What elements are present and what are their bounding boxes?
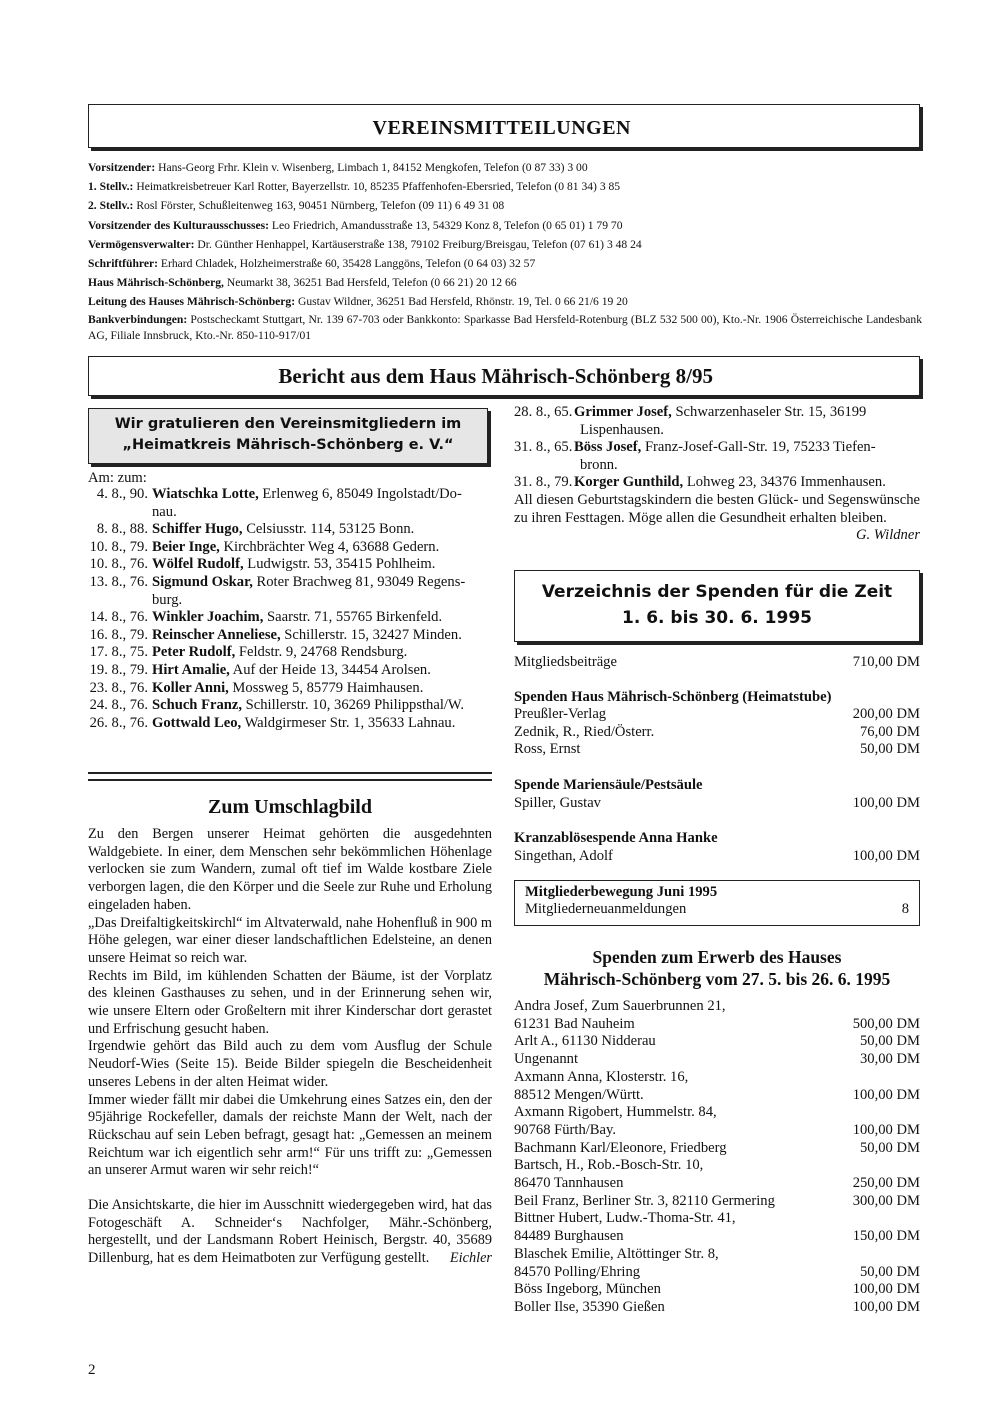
donor-name: Preußler-Verlag xyxy=(514,706,607,723)
gratulation-box xyxy=(88,408,488,464)
donation-amount: 100,00 DM xyxy=(852,1281,920,1298)
birthday-name: Böss Josef, xyxy=(574,439,642,456)
birthday-entry xyxy=(88,609,492,627)
donation-amount: 50,00 DM xyxy=(860,1139,920,1156)
haus-spenden-list xyxy=(514,706,920,759)
donor-name: Zednik, R., Ried/Österr. xyxy=(514,723,655,740)
birthday-address: Waldgirmeser Str. 1, 35633 Lahnau. xyxy=(241,714,456,731)
vereinsmitteilungen-header xyxy=(88,104,920,148)
officer-text: Dr. Günther Henhappel, Kartäuserstraße 138, 79102 Freiburg/Breisgau, Telefon (07 61) 3 48 24 xyxy=(194,237,642,251)
birthday-entry xyxy=(88,715,492,733)
donation-amount: 30,00 DM xyxy=(860,1051,920,1068)
erwerb-spende-row xyxy=(514,1087,920,1105)
officer-label: Haus Mährisch-Schönberg, xyxy=(88,276,224,290)
officer-row xyxy=(88,177,922,196)
officer-label: 2. Stellv.: xyxy=(88,199,134,213)
birthday-name: Grimmer Josef, xyxy=(574,404,672,420)
bank-label: Bankverbindungen: xyxy=(88,312,188,326)
erwerb-spende-row xyxy=(514,1281,920,1299)
officer-row xyxy=(88,292,922,311)
erwerb-spende-row xyxy=(514,1210,920,1228)
erwerb-spende-row xyxy=(514,1299,920,1317)
umschlag-signature: Eichler xyxy=(449,1250,492,1267)
birthday-text xyxy=(152,662,492,680)
bank-details xyxy=(88,312,922,344)
birthday-date: 8. 8., 88. xyxy=(96,521,148,538)
erwerb-spende-row xyxy=(514,1264,920,1282)
mitgliederbewegung-title: Mitgliederbewegung Juni 1995 xyxy=(525,884,718,900)
officer-text: Heimatkreisbetreuer Karl Rotter, Bayerzellstr. 10, 85235 Pfaffenhofen-Ebersried, Telefon (0 81 34) 3 85 xyxy=(133,180,621,194)
verzeichnis-line2: 1. 6. bis 30. 6. 1995 xyxy=(622,608,812,628)
birthday-date: 10. 8., 76. xyxy=(89,556,148,573)
birthday-date: 14. 8., 76. xyxy=(89,609,148,626)
haus-spende-row xyxy=(514,706,920,724)
birthday-date: 24. 8., 76. xyxy=(89,697,148,714)
donation-amount: 150,00 DM xyxy=(852,1228,920,1245)
erwerb-spende-row xyxy=(514,1193,920,1211)
birthday-date: 23. 8., 76. xyxy=(89,679,148,696)
erwerb-spende-row xyxy=(514,1175,920,1193)
birthday-date: 10. 8., 79. xyxy=(89,538,148,555)
donation-amount: 50,00 DM xyxy=(860,741,920,758)
birthday-date: 31. 8., 79. xyxy=(514,474,573,491)
umschlag-title: Zum Umschlagbild xyxy=(208,796,372,818)
birthday-address: Franz-Josef-Gall-Str. 19, 75233 Tiefen- xyxy=(641,439,876,456)
mitgliedsbeitraege-row: Mitgliedsbeiträge 710,00 DM xyxy=(514,654,920,670)
donor-name: Axmann Anna, Klosterstr. 16, xyxy=(514,1068,689,1085)
birthday-address-cont: bronn. xyxy=(580,456,618,473)
birthday-entry xyxy=(514,404,920,422)
officer-text: Hans-Georg Frhr. Klein v. Wisenberg, Limbach 1, 84152 Mengkofen, Telefon (0 87 33) 3 00 xyxy=(155,161,588,174)
birthday-name: Wölfel Rudolf, xyxy=(152,556,244,573)
page-number: 2 xyxy=(88,1362,96,1378)
officer-row xyxy=(88,254,922,273)
birthday-address-cont: nau. xyxy=(152,503,177,520)
birthday-entry xyxy=(88,680,492,698)
birthday-date: 16. 8., 79. xyxy=(89,626,148,643)
erwerb-spende-row xyxy=(514,1157,920,1175)
officer-label: Schriftführer: xyxy=(88,257,158,271)
birthday-name: Sigmund Oskar, xyxy=(152,573,253,590)
donation-amount: 200,00 DM xyxy=(852,706,920,723)
birthday-entry xyxy=(88,539,492,557)
erwerb-spende-row xyxy=(514,1122,920,1140)
birthday-entry xyxy=(88,662,492,680)
officer-label: Vermögensverwalter: xyxy=(88,237,195,251)
kranz-row: Singethan, Adolf 100,00 DM xyxy=(514,847,920,864)
officer-label: 1. Stellv.: xyxy=(88,180,134,194)
birthday-list-right xyxy=(514,404,920,545)
erwerb-spende-row xyxy=(514,1051,920,1069)
officer-text: Gustav Wildner, 36251 Bad Hersfeld, Rhönstr. 19, Tel. 0 66 21/6 19 20 xyxy=(295,295,628,309)
erwerb-spende-row xyxy=(514,1016,920,1034)
birthday-name: Korger Gunthild, xyxy=(574,474,684,491)
gratulation-intro: Am: zum: xyxy=(88,470,147,486)
officer-text: Neumarkt 38, 36251 Bad Hersfeld, Telefon (0 66 21) 20 12 66 xyxy=(223,276,517,290)
birthday-name: Wiatschka Lotte, xyxy=(152,486,259,502)
birthday-entry xyxy=(514,474,920,492)
birthday-address: Saarstr. 71, 55765 Birkenfeld. xyxy=(263,609,443,626)
officers-list xyxy=(88,158,922,344)
birthday-address: Lohweg 23, 34376 Immenhausen. xyxy=(683,474,886,491)
donor-name: Arlt A., 61130 Nidderau xyxy=(514,1033,656,1050)
birthday-text xyxy=(152,539,492,557)
officer-text: Rosl Förster, Schußleitenweg 163, 90451 Nürnberg, Telefon (09 11) 6 49 31 08 xyxy=(133,199,505,213)
erwerb-spenden-list xyxy=(514,998,920,1317)
erwerb-spende-row xyxy=(514,1033,920,1051)
wishes-text: All diesen Geburtstagskindern die besten Glück- und Segenswünsche zu ihren Festtagen. Möge allen die Gesundheit erhalten bleiben. xyxy=(514,491,920,526)
birthday-address: Feldstr. 9, 24768 Rendsburg. xyxy=(235,644,408,661)
birthday-date: 4. 8., 90. xyxy=(96,486,148,502)
birthday-text xyxy=(152,486,492,504)
birthday-text xyxy=(152,644,492,662)
officer-row xyxy=(88,235,922,254)
birthday-text xyxy=(152,715,492,733)
verzeichnis-line1: Verzeichnis der Spenden für die Zeit xyxy=(541,582,893,602)
birthday-address-cont: Lispenhausen. xyxy=(580,421,664,438)
birthday-date: 26. 8., 76. xyxy=(89,714,148,731)
birthday-name: Winkler Joachim, xyxy=(152,609,264,626)
birthday-entry xyxy=(88,486,492,504)
birthday-name: Peter Rudolf, xyxy=(152,644,236,661)
birthday-address: Schillerstr. 15, 32427 Minden. xyxy=(280,626,462,643)
donation-amount: 500,00 DM xyxy=(852,1015,920,1032)
birthday-address: Auf der Heide 13, 34454 Arolsen. xyxy=(229,661,431,678)
birthday-text xyxy=(574,404,866,422)
birthday-entry xyxy=(88,556,492,574)
donor-name: Böss Ingeborg, München xyxy=(514,1281,661,1298)
donor-name: Bachmann Karl/Eleonore, Friedberg xyxy=(514,1139,727,1156)
donor-name: 84570 Polling/Ehring xyxy=(514,1263,641,1280)
birthday-date: 17. 8., 75. xyxy=(89,644,148,661)
donation-amount: 50,00 DM xyxy=(860,1263,920,1280)
erwerb-spende-row xyxy=(514,1246,920,1264)
donor-name: Ungenannt xyxy=(514,1051,579,1068)
birthday-name: Hirt Amalie, xyxy=(152,661,230,678)
spenden-verzeichnis xyxy=(514,654,920,865)
umschlag-paragraph: Immer wieder fällt mir dabei die Umkehrung eines Satzes ein, den der 95jährige Rockefeller, damals der reichste Mann der Welt, nach der Rückschau auf sein Leben befragt, gesagt hat: „Gemessen an meinem Reichtum war ich eigentlich sehr arm!“ Für uns trifft zu: „Gemessen an unserer Armut waren wir sehr reich!“ xyxy=(88,1091,492,1179)
birthday-text xyxy=(152,627,492,645)
gratulation-line2: „Heimatkreis Mährisch-Schönberg e. V.“ xyxy=(122,437,454,453)
donation-amount: 50,00 DM xyxy=(860,1033,920,1050)
bericht-header xyxy=(88,356,920,396)
erwerb-spende-row xyxy=(514,1140,920,1158)
birthday-date: 31. 8., 65. xyxy=(514,439,573,456)
donor-name: 88512 Mengen/Württ. xyxy=(514,1086,644,1103)
donation-amount: 100,00 DM xyxy=(852,1298,920,1315)
birthday-entry xyxy=(88,521,492,539)
officer-label: Vorsitzender: xyxy=(88,161,156,174)
birthday-address: Schwarzenhaseler Str. 15, 36199 xyxy=(671,404,867,420)
birthday-text xyxy=(152,521,492,539)
donor-name: Bartsch, H., Rob.-Bosch-Str. 10, xyxy=(514,1157,704,1174)
haus-spende-row xyxy=(514,724,920,742)
birthday-text xyxy=(152,697,492,715)
kranz-title: Kranzablösespende Anna Hanke xyxy=(514,830,718,847)
birthday-address: Mossweg 5, 85779 Haimhausen. xyxy=(228,679,424,696)
officer-row xyxy=(88,216,922,235)
birthday-entry xyxy=(88,644,492,662)
donation-amount: 100,00 DM xyxy=(852,1086,920,1103)
umschlag-paragraph: „Das Dreifaltigkeitskirchl“ im Altvaterwald, nahe Hohenfluß in 900 m Höhe gelegen, war einer dieser landschaftlichen Edelsteine, an denen unsere Heimat so reich war. xyxy=(88,914,492,966)
birthday-name: Gottwald Leo, xyxy=(152,714,242,731)
birthday-date: 19. 8., 79. xyxy=(89,661,148,678)
birthday-text xyxy=(574,474,886,492)
umschlag-paragraph: Irgendwie gehört das Bild auch zu dem vom Ausflug der Schule Neudorf-Wies (Seite 15). Beide Bilder spiegeln die Bescheidenheit unseres Lebens in der alten Heimat wider. xyxy=(88,1038,492,1090)
officer-label: Leitung des Hauses Mährisch-Schönberg: xyxy=(88,295,296,309)
donor-name: Axmann Rigobert, Hummelstr. 84, xyxy=(514,1104,717,1121)
marien-title: Spende Mariensäule/Pestsäule xyxy=(514,776,703,793)
donor-name: Andra Josef, Zum Sauerbrunnen 21, xyxy=(514,998,726,1014)
erwerb-title: Spenden zum Erwerb des Hauses Mährisch-Schönberg vom 27. 5. bis 26. 6. 1995 xyxy=(543,947,891,989)
birthday-address: Roter Brachweg 81, 93049 Regens- xyxy=(252,573,466,590)
donor-name: 84489 Burghausen xyxy=(514,1228,624,1245)
gratulation-line1: Wir gratulieren den Vereinsmitgliedern im xyxy=(114,416,462,432)
birthday-text xyxy=(152,680,492,698)
birthday-text xyxy=(152,556,492,574)
birthday-address: Ludwigstr. 53, 35415 Pohlheim. xyxy=(243,556,436,573)
umschlag-paragraph: Die Ansichtskarte, die hier im Ausschnitt wiedergegeben wird, hat das Fotogeschäft A. Schneider‘s Nachfolger, Mähr.-Schönberg, hergestellt, und der Landsmann Robert Heinisch, Bergstr. 40, 35689 Dillenburg, hat es dem Heimatboten zur Verfügung gestellt. Eichler xyxy=(88,1197,492,1267)
bank-text: Postscheckamt Stuttgart, Nr. 139 67-703 oder Bankkonto: Sparkasse Bad Hersfeld-Rotenburg (BLZ 532 500 00), Kto.-Nr. 1906 Österreichische Landesbank AG, Filiale Innsbruck, Kto.-Nr. 850-110-917/01 xyxy=(88,312,922,342)
donor-name: Ross, Ernst xyxy=(514,741,581,758)
birthday-text xyxy=(152,574,492,592)
birthday-address-cont: burg. xyxy=(152,591,183,608)
umschlag-paragraph: Zu den Bergen unserer Heimat gehörten die ausgedehnten Waldgebiete. In einer, dem Menschen sehr bekömmlichen Höhenlage verlocken sie zum Wandern, zumal oft tief im Walde kostbare Ziele verborgen lagen, die den Körper und die Seele zur Ruhe und Erholung eingeladen haben. xyxy=(88,826,492,913)
donation-amount: 300,00 DM xyxy=(852,1192,920,1209)
birthday-entry xyxy=(514,439,920,457)
birthday-wishes xyxy=(514,491,920,544)
erwerb-spende-row xyxy=(514,998,920,1016)
birthday-entry xyxy=(88,627,492,645)
donor-name: 61231 Bad Nauheim xyxy=(514,1015,635,1032)
birthday-date: 13. 8., 76. xyxy=(89,573,148,590)
umschlag-paragraph: Rechts im Bild, im kühlenden Schatten der Bäume, ist der Vorplatz des kleinen Gasthauses zu sehen, und in der Erinnerung sehen wir, wie unsere Eltern oder Großeltern mit ihrer Kinderschar dort gerastet und Erfrischung gesucht haben. xyxy=(88,967,492,1037)
marien-row: Spiller, Gustav 100,00 DM xyxy=(514,794,920,811)
birthday-name: Beier Inge, xyxy=(152,538,220,555)
haus-spende-row xyxy=(514,741,920,759)
birthday-list xyxy=(88,486,492,732)
haus-spenden-title: Spenden Haus Mährisch-Schönberg (Heimatstube) xyxy=(514,688,832,705)
birthday-address: Kirchbrächter Weg 4, 63688 Gedern. xyxy=(219,538,440,555)
mitgliederbewegung-box xyxy=(514,880,920,926)
donor-name: Blaschek Emilie, Altöttinger Str. 8, xyxy=(514,1245,719,1262)
officer-label: Vorsitzender des Kulturausschusses: xyxy=(88,218,270,232)
birthday-address: Celsiusstr. 114, 53125 Bonn. xyxy=(242,521,415,538)
donor-name: 90768 Fürth/Bay. xyxy=(514,1121,617,1138)
donation-amount: 250,00 DM xyxy=(852,1175,920,1192)
officer-row xyxy=(88,196,922,215)
erwerb-spende-row xyxy=(514,1228,920,1246)
verzeichnis-box xyxy=(514,570,920,642)
birthday-text xyxy=(574,439,876,457)
umschlag-article xyxy=(88,826,492,1268)
erwerb-spende-row xyxy=(514,1069,920,1087)
officer-text: Erhard Chladek, Holzheimerstraße 60, 35428 Langgöns, Telefon (0 64 03) 32 57 xyxy=(157,257,536,271)
officer-row xyxy=(88,273,922,292)
donation-amount: 100,00 DM xyxy=(852,1121,920,1138)
page-title: VEREINSMITTEILUNGEN xyxy=(372,117,631,139)
birthday-date: 28. 8., 65. xyxy=(514,404,573,420)
birthday-name: Reinscher Anneliese, xyxy=(152,626,281,643)
donation-amount: 76,00 DM xyxy=(860,723,920,740)
double-rule-divider xyxy=(88,772,492,781)
mitgliederbewegung-row: Mitgliederneuanmeldungen 8 xyxy=(525,901,909,917)
birthday-entry xyxy=(88,697,492,715)
birthday-address: Schillerstr. 10, 36269 Philippsthal/W. xyxy=(242,697,465,714)
wishes-signature: G. Wildner xyxy=(855,527,920,544)
birthday-name: Schiffer Hugo, xyxy=(152,521,243,538)
donor-name: Beil Franz, Berliner Str. 3, 82110 Germering xyxy=(514,1192,775,1209)
officer-text: Leo Friedrich, Amandusstraße 13, 54329 Konz 8, Telefon (0 65 01) 1 79 70 xyxy=(269,218,623,232)
donor-name: Boller Ilse, 35390 Gießen xyxy=(514,1298,665,1315)
donor-name: Bittner Hubert, Ludw.-Thoma-Str. 41, xyxy=(514,1210,736,1227)
bericht-title: Bericht aus dem Haus Mährisch-Schönberg 8/95 xyxy=(278,364,713,388)
birthday-name: Schuch Franz, xyxy=(152,697,242,714)
birthday-address: Erlenweg 6, 85049 Ingolstadt/Do- xyxy=(258,486,462,502)
birthday-name: Koller Anni, xyxy=(152,679,229,696)
birthday-entry xyxy=(88,574,492,592)
birthday-text xyxy=(152,609,492,627)
officer-row xyxy=(88,158,922,177)
donor-name: 86470 Tannhausen xyxy=(514,1175,624,1192)
erwerb-spende-row xyxy=(514,1104,920,1122)
